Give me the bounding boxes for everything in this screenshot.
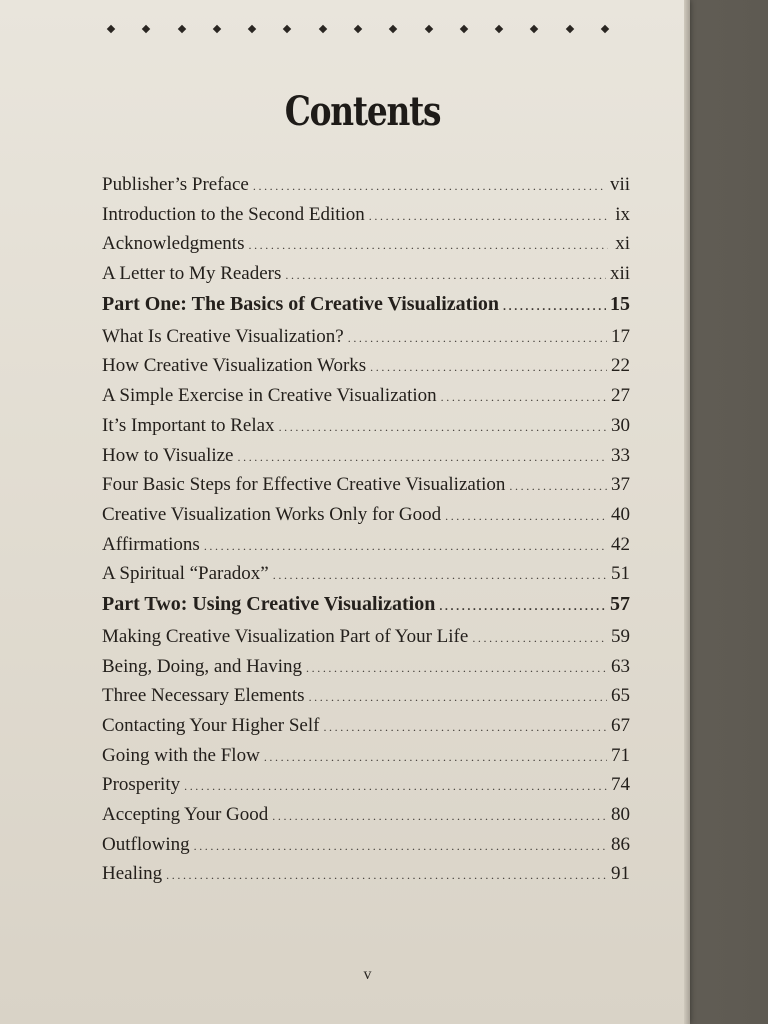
toc-entry-label: What Is Creative Visualization?: [102, 325, 344, 347]
toc-entry-label: A Simple Exercise in Creative Visualization: [102, 385, 437, 407]
diamond-ornament-icon: [107, 25, 115, 33]
dot-leader: [285, 268, 606, 283]
dot-leader: [184, 779, 607, 794]
toc-part-heading: [102, 593, 630, 626]
toc-entry-label: Creative Visualization Works Only for Good: [102, 503, 442, 525]
toc-entry: [102, 804, 630, 834]
toc-page-number: 71: [611, 744, 630, 766]
dot-leader: [238, 450, 608, 465]
toc-page-number: 22: [611, 355, 630, 377]
toc-entry-label: Affirmations: [102, 533, 200, 555]
toc-page-number: 80: [611, 804, 630, 826]
ornament-row: [108, 26, 608, 32]
toc-entry: [102, 834, 630, 864]
diamond-ornament-icon: [389, 25, 397, 33]
dot-leader: [264, 750, 607, 765]
dot-leader: [194, 839, 607, 854]
toc-entry: [102, 474, 630, 504]
dot-leader: [309, 690, 607, 705]
toc-entry-label: Three Necessary Elements: [102, 685, 305, 707]
diamond-ornament-icon: [177, 25, 185, 33]
dot-leader: [370, 360, 607, 375]
toc-page-number: 17: [611, 325, 630, 347]
toc-entry: [102, 263, 630, 293]
toc-entry: [102, 685, 630, 715]
toc-entry: [102, 656, 630, 686]
toc-entry-label: Four Basic Steps for Effective Creative Visualization: [102, 474, 506, 496]
toc-entry-label: Making Creative Visualization Part of Your Life: [102, 625, 469, 647]
toc-page-number: 65: [611, 685, 630, 707]
dot-leader: [306, 661, 607, 676]
dot-leader: [472, 631, 607, 646]
toc-entry-label: Part One: The Basics of Creative Visualization: [102, 292, 500, 315]
toc-page-number: 27: [611, 385, 630, 407]
toc-entry: [102, 233, 630, 263]
toc-entry: [102, 563, 630, 593]
dot-leader: [166, 868, 607, 883]
diamond-ornament-icon: [354, 25, 362, 33]
diamond-ornament-icon: [142, 25, 150, 33]
dot-leader: [348, 331, 607, 346]
toc-page-number: 15: [610, 292, 630, 315]
toc-entry-label: Publisher’s Preface: [102, 174, 249, 195]
dot-leader: [441, 390, 607, 405]
dot-leader: [445, 509, 607, 524]
toc-page-number: 67: [611, 715, 630, 736]
toc-page-number: 91: [611, 863, 630, 885]
toc-page-number: xii: [609, 263, 630, 285]
toc-entry: [102, 626, 630, 656]
toc-entry: [102, 326, 630, 356]
toc-page-number: xi: [615, 233, 630, 255]
toc-entry: [102, 715, 630, 745]
toc-entry-label: Outflowing: [102, 833, 190, 855]
toc-entry: [102, 415, 630, 445]
toc-entry-label: How to Visualize: [102, 444, 234, 466]
toc-entry-label: Acknowledgments: [102, 233, 245, 255]
toc-entry-label: It’s Important to Relax: [102, 414, 275, 436]
toc-entry: [102, 745, 630, 775]
toc-entry: [102, 445, 630, 475]
toc-entry-label: Being, Doing, and Having: [102, 655, 303, 677]
diamond-ornament-icon: [424, 25, 432, 33]
toc-entry-label: Contacting Your Higher Self: [102, 715, 320, 736]
toc-entry-label: Going with the Flow: [102, 744, 260, 766]
toc-page-number: 42: [611, 533, 630, 555]
toc-entry-label: A Letter to My Readers: [102, 263, 282, 285]
toc-entry-label: Part Two: Using Creative Visualization: [102, 592, 436, 615]
toc-page-number: 33: [611, 444, 630, 466]
diamond-ornament-icon: [530, 25, 538, 33]
toc-part-heading: [102, 293, 630, 326]
toc-page-number: 40: [611, 503, 630, 525]
toc-entry-label: Healing: [102, 863, 163, 885]
diamond-ornament-icon: [495, 25, 503, 33]
toc-page-number: 63: [611, 655, 630, 677]
dot-leader: [204, 539, 607, 554]
toc-page-number: vii: [609, 174, 630, 195]
dot-leader: [323, 720, 607, 735]
toc-page-number: 51: [611, 563, 630, 585]
toc-entry-label: A Spiritual “Paradox”: [102, 563, 269, 585]
toc-page-number: 30: [611, 414, 630, 436]
page-edge: [684, 0, 690, 1024]
diamond-ornament-icon: [460, 25, 468, 33]
diamond-ornament-icon: [318, 25, 326, 33]
toc-entry: [102, 774, 630, 804]
dot-leader: [279, 420, 607, 435]
toc-entry: [102, 385, 630, 415]
dot-leader: [248, 238, 608, 253]
toc-page-number: 86: [611, 833, 630, 855]
dot-leader: [503, 299, 606, 314]
page-number: v: [363, 966, 372, 983]
page-title: Contents: [284, 88, 441, 135]
toc-entry: [102, 863, 630, 893]
toc-entry: [102, 534, 630, 564]
toc-page-number: 74: [611, 774, 630, 796]
toc-page-number: 57: [610, 592, 630, 615]
dot-leader: [439, 599, 606, 614]
toc-entry-label: Introduction to the Second Edition: [102, 203, 365, 225]
dot-leader: [369, 209, 608, 224]
toc-entry: [102, 204, 630, 234]
toc-page-number: 37: [611, 474, 630, 496]
toc-page-number: 59: [611, 625, 630, 647]
toc-entry: [102, 504, 630, 534]
toc-entry-label: Accepting Your Good: [102, 804, 269, 826]
toc-page-number: ix: [615, 203, 630, 225]
dot-leader: [253, 179, 606, 194]
dot-leader: [272, 809, 607, 824]
dot-leader: [509, 479, 607, 494]
toc-entry-label: Prosperity: [102, 774, 181, 796]
table-of-contents: [102, 174, 630, 893]
diamond-ornament-icon: [213, 25, 221, 33]
diamond-ornament-icon: [565, 25, 573, 33]
toc-entry: [102, 174, 630, 204]
diamond-ornament-icon: [248, 25, 256, 33]
diamond-ornament-icon: [601, 25, 609, 33]
toc-entry: [102, 355, 630, 385]
toc-entry-label: How Creative Visualization Works: [102, 355, 367, 377]
dot-leader: [273, 568, 607, 583]
diamond-ornament-icon: [283, 25, 291, 33]
